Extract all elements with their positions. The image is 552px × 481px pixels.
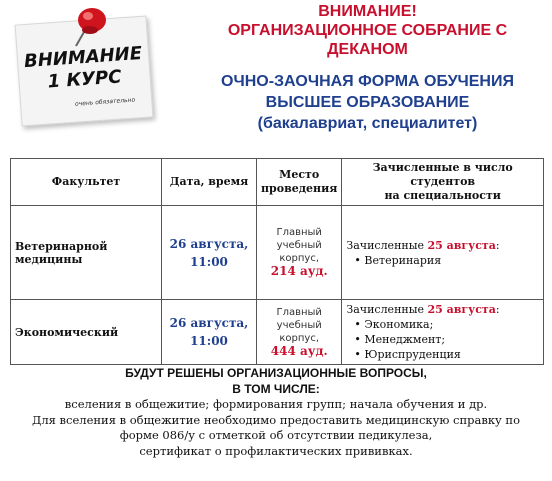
header-enrolled-line1: Зачисленные в число студентов [372, 161, 513, 188]
note-small-text: очень обязательно [74, 96, 136, 108]
info-block [20, 366, 532, 459]
header-degree: (бакалавриат, специалитет) [257, 115, 478, 132]
place-line: учебный [276, 319, 322, 331]
place-line: корпус, [279, 332, 320, 344]
enrolled-cell [342, 206, 544, 300]
specialty-list [346, 253, 539, 268]
header-enrolled [342, 159, 544, 206]
faculty-cell: Ветеринарной медицины [11, 206, 162, 300]
info-heading-line2: В ТОМ ЧИСЛЕ: [232, 381, 320, 396]
info-line: сертификат о профилактических прививках. [139, 443, 413, 458]
enrolled-date: 25 августа [427, 303, 496, 316]
header-warning: ВНИМАНИЕ! [318, 3, 417, 20]
header-place-line2: проведения [261, 182, 338, 195]
faculty-cell: Экономический [11, 300, 162, 365]
place-line: учебный [276, 240, 322, 251]
header-meeting-line1: ОРГАНИЗАЦИОННОЕ СОБРАНИЕ С [227, 22, 508, 39]
note-title: ВНИМАНИЕ [23, 42, 143, 73]
time-text: 11:00 [190, 334, 228, 348]
table-row [11, 300, 544, 365]
header-enrolled-line2: на специальности [384, 189, 501, 202]
header-date: Дата, время [162, 159, 257, 206]
enrolled-date: 25 августа [427, 238, 496, 252]
place-cell [257, 206, 342, 300]
table-header-row [11, 159, 544, 206]
place-line: Главный [276, 306, 322, 318]
date-text: 26 августа, [169, 236, 249, 251]
place-line: корпус, [279, 253, 320, 264]
list-item: • Ветеринария [354, 253, 539, 268]
enrolled-cell [342, 300, 544, 365]
date-cell [162, 206, 257, 300]
info-line: форме 086/у с отметкой об отсутствии педикулеза, [119, 428, 433, 442]
date-text: 26 августа, [169, 316, 249, 330]
room-number: 444 ауд. [270, 343, 328, 358]
list-item: • Экономика; [354, 317, 539, 332]
header-education: ВЫСШЕЕ ОБРАЗОВАНИЕ [265, 94, 470, 111]
info-heading-line1: БУДУТ РЕШЕНЫ ОРГАНИЗАЦИОННЫЕ ВОПРОСЫ, [125, 366, 427, 380]
specialty-list [346, 317, 539, 362]
info-line: вселения в общежитие; формирования групп; начала обучения и др. [64, 397, 488, 411]
list-item: • Менеджмент; [354, 332, 539, 347]
enrolled-suffix: : [495, 238, 500, 252]
enrolled-suffix: : [495, 303, 500, 316]
enrolled-prefix: Зачисленные [346, 238, 428, 252]
table-row [11, 206, 544, 300]
date-cell [162, 300, 257, 365]
place-cell [257, 300, 342, 365]
header [190, 2, 545, 134]
place-line: Главный [276, 227, 322, 238]
push-pin-icon [70, 2, 112, 50]
header-study-form: ОЧНО-ЗАОЧНАЯ ФОРМА ОБУЧЕНИЯ [221, 73, 514, 90]
info-line: Для вселения в общежитие необходимо предоставить медицинскую справку по [31, 412, 521, 427]
list-item: • Юриспруденция [354, 347, 539, 362]
time-text: 11:00 [190, 254, 228, 269]
note-course: 1 КУРС [47, 66, 123, 93]
header-place [257, 159, 342, 206]
room-number: 214 ауд. [270, 264, 328, 278]
schedule-table [10, 158, 544, 365]
header-meeting-line2: ДЕКАНОМ [327, 41, 408, 58]
enrolled-prefix: Зачисленные [346, 303, 428, 316]
header-faculty: Факультет [11, 159, 162, 206]
header-place-line1: Место [279, 168, 320, 181]
